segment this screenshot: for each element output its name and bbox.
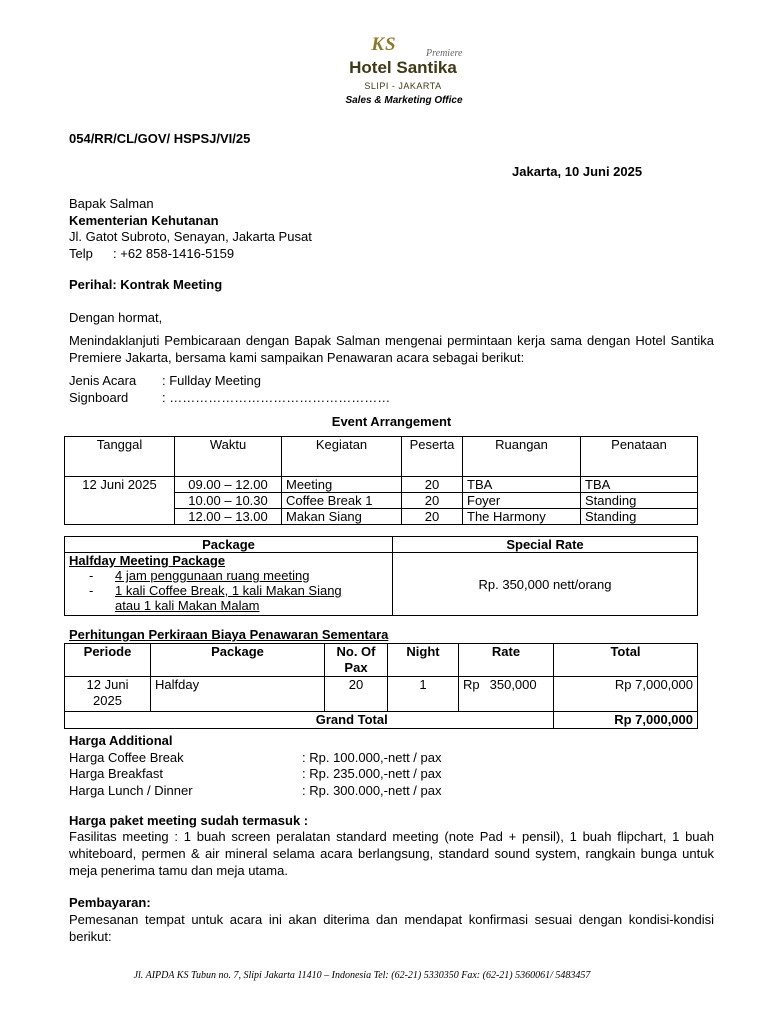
row-kegiatan: Makan Siang [282,509,402,525]
header-ruangan: Ruangan [463,437,581,477]
row-waktu: 12.00 – 13.00 [175,509,282,525]
row-kegiatan: Coffee Break 1 [282,493,402,509]
row-waktu: 10.00 – 10.30 [175,493,282,509]
calc-package: Halfday [151,677,325,712]
grand-total-label: Grand Total [151,712,554,729]
row-waktu: 09.00 – 12.00 [175,477,282,493]
row-peserta: 20 [402,509,463,525]
header-package: Package [65,537,393,553]
recipient-block [69,196,312,262]
hotel-location: SLIPI - JAKARTA [364,81,442,91]
arrangement-table [64,436,698,525]
header-special-rate: Special Rate [393,537,698,553]
arrangement-title: Event Arrangement [331,414,452,429]
reference-number: 054/RR/CL/GOV/ HSPSJ/VI/25 [69,131,251,146]
header-waktu: Waktu [175,437,282,477]
dash-marker: - [89,583,94,598]
row-ruangan: TBA [463,477,581,493]
signboard-label: Signboard [69,389,129,405]
includes-text: Fasilitas meeting : 1 buah screen peralatan standard meeting (note Pad + pensil), 1 buah flipchart, 1 buah whiteboard, permen & air mineral selama acara berlangsung, standard sound system, rangkain bunga untuk meja penerima tamu dan meja utama. [69,829,714,878]
calc-total: Rp 7,000,000 [554,677,698,712]
header-total: Total [554,644,698,677]
header-periode: Periode [65,644,151,677]
hotel-name: Hotel Santika [349,58,457,77]
logo-premiere-text: Premiere [426,48,463,59]
additional-title: Harga Additional [69,733,173,748]
package-table [64,536,698,616]
signboard-value: : …………………………………………… [162,389,391,405]
row-kegiatan: Meeting [282,477,402,493]
letter-subject: Perihal: Kontrak Meeting [69,277,223,292]
list-item: Harga Lunch / Dinner : Rp. 300.000,-nett / pax [69,782,442,798]
payment-title: Pembayaran: [69,895,151,910]
row-ruangan: Foyer [463,493,581,509]
grand-total-value: Rp 7,000,000 [554,712,698,729]
header-rate: Rate [459,644,554,677]
package-details [65,553,393,616]
calc-rate: Rp 350,000 [459,677,554,712]
calc-periode: 12 Juni 2025 [65,677,151,712]
calc-title: Perhitungan Perkiraan Biaya Penawaran Sementara [69,627,389,642]
header-calc-package: Package [151,644,325,677]
recipient-org: Kementerian Kehutanan [69,212,219,228]
phone-label: Telp [69,245,93,261]
arrangement-header-row [65,437,698,477]
header-penataan: Penataan [581,437,698,477]
package-items [69,568,388,613]
greeting: Dengan hormat, [69,310,163,325]
calc-header-row [65,644,698,677]
list-item: - 4 jam penggunaan ruang meeting [89,568,310,583]
dash-marker: - [89,568,94,583]
hotel-logo-mark: KS [371,34,397,55]
row-penataan: Standing [581,509,698,525]
row-ruangan: The Harmony [463,509,581,525]
package-name: Halfday Meeting Package [69,553,226,568]
header-tanggal: Tanggal [65,437,175,477]
row-peserta: 20 [402,477,463,493]
header-kegiatan: Kegiatan [282,437,402,477]
event-type-value: : Fullday Meeting [162,373,261,388]
package-header-row [65,537,698,553]
row-penataan: Standing [581,493,698,509]
header-night: Night [388,644,459,677]
table-row [65,477,698,493]
additional-prices [69,733,441,799]
table-row [65,677,698,712]
header-pax: No. Of Pax [325,644,388,677]
arrangement-date: 12 Juni 2025 [65,477,175,525]
grand-total-row [65,712,698,729]
list-item: Harga Coffee Break : Rp. 100.000,-nett / pax [69,749,442,765]
list-item: Harga Breakfast : Rp. 235.000,-nett / pax [69,766,442,781]
list-item: - 1 kali Coffee Break, 1 kali Makan Siang atau 1 kali Makan Malam [89,583,342,613]
recipient-name: Bapak Salman [69,196,154,211]
package-rate: Rp. 350,000 nett/orang [393,553,698,616]
header-peserta: Peserta [402,437,463,477]
recipient-address: Jl. Gatot Subroto, Senayan, Jakarta Pusat [69,229,312,244]
calc-pax: 20 [325,677,388,712]
footer-address: Jl. AIPDA KS Tubun no. 7, Slipi Jakarta 11410 – Indonesia Tel: (62-21) 5330350 Fax: (62-21) 5360061/ 5483457 [133,970,591,981]
office-name: Sales & Marketing Office [345,95,463,106]
recipient-phone-row [69,246,312,263]
event-type-label: Jenis Acara [69,373,137,388]
letter-date: Jakarta, 10 Juni 2025 [512,164,643,179]
payment-text: Pemesanan tempat untuk acara ini akan diterima dan mendapat konfirmasi sesuai dengan kondisi-kondisi berikut: [69,912,714,944]
table-row [65,553,698,616]
calc-table [64,643,698,729]
event-info [69,373,390,406]
intro-paragraph: Menindaklanjuti Pembicaraan dengan Bapak Salman mengenai permintaan kerja sama dengan Hotel Santika Premiere Jakarta, bersama kami sampaikan Penawaran acara sebagai berikut: [69,333,714,365]
phone-value: : +62 858-1416-5159 [113,245,235,261]
calc-night: 1 [388,677,459,712]
includes-title: Harga paket meeting sudah termasuk : [69,813,309,828]
row-penataan: TBA [581,477,698,493]
row-peserta: 20 [402,493,463,509]
